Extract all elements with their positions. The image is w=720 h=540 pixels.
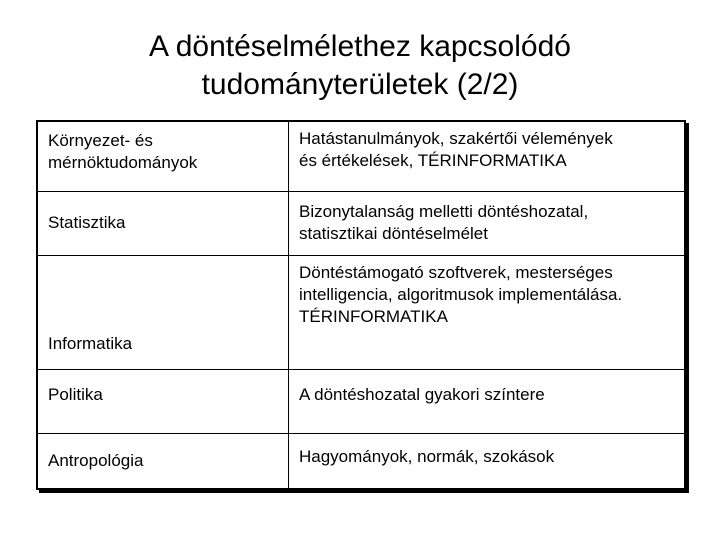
slide-title — [0, 28, 720, 104]
description-text: Bizonytalanság melletti döntéshozatal, — [299, 202, 589, 221]
discipline-label: Statisztika — [48, 213, 126, 232]
discipline-label: Antropológia — [48, 450, 144, 470]
slide-title-line-2: tudományterületek (2/2) — [201, 68, 519, 101]
description-cell — [289, 433, 686, 489]
table-row — [37, 121, 685, 191]
description-text: A döntéshozatal gyakori színtere — [299, 384, 545, 404]
description-text: Döntéstámogató szoftverek, mesterséges — [299, 262, 613, 282]
description-text: statisztikai döntéselmélet — [299, 224, 488, 243]
table-row — [37, 369, 685, 433]
description-text: TÉRINFORMATIKA — [299, 306, 448, 326]
discipline-cell — [37, 433, 289, 489]
discipline-label: Környezet- és — [48, 131, 153, 150]
discipline-label: mérnöktudományok — [48, 153, 198, 172]
slide-title-line-1: A döntéselmélethez kapcsolódó — [149, 30, 571, 63]
table-row — [37, 191, 685, 255]
discipline-cell — [37, 121, 289, 191]
discipline-label: Informatika — [48, 333, 133, 353]
discipline-cell — [37, 191, 289, 255]
discipline-cell — [37, 369, 289, 433]
description-text: és értékelések, TÉRINFORMATIKA — [299, 151, 567, 170]
description-text: Hagyományok, normák, szokások — [299, 446, 555, 466]
discipline-cell — [37, 255, 289, 369]
disciplines-table — [36, 120, 686, 490]
description-text: Hatástanulmányok, szakértői vélemények — [299, 129, 613, 148]
discipline-label: Politika — [48, 384, 103, 404]
table-row — [37, 433, 685, 489]
description-cell — [289, 369, 686, 433]
description-cell — [289, 191, 686, 255]
description-text: intelligencia, algoritmusok implementálása. — [299, 284, 623, 304]
table-row — [37, 255, 685, 369]
description-cell — [289, 121, 686, 191]
description-cell — [289, 255, 686, 369]
